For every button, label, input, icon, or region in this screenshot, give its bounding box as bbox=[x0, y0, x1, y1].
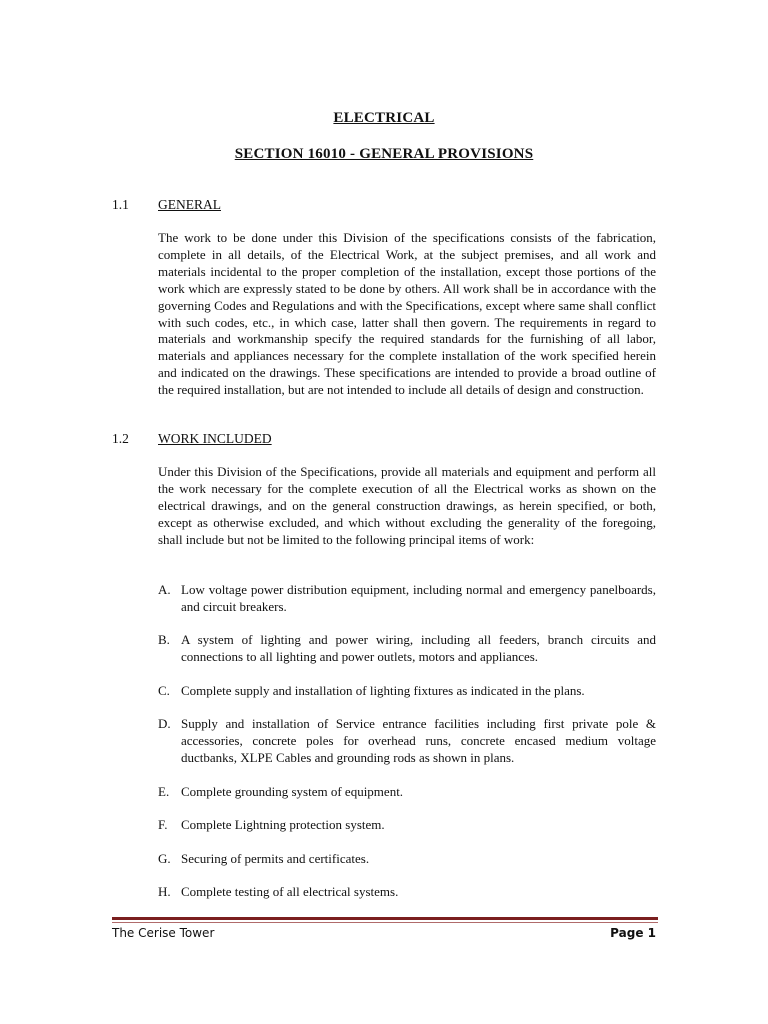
list-item-letter: D. bbox=[158, 716, 171, 731]
list-item-letter: F. bbox=[158, 817, 168, 832]
list-item bbox=[158, 784, 656, 801]
section-number: 1.1 bbox=[112, 197, 129, 212]
list-item-text: Complete Lightning protection system. bbox=[181, 817, 385, 832]
list-item bbox=[158, 683, 656, 700]
section-heading: GENERAL bbox=[158, 197, 221, 212]
list-item-text: Complete supply and installation of lighting fixtures as indicated in the plans. bbox=[181, 683, 585, 698]
footer-rule bbox=[112, 917, 658, 920]
footer-rule-thin bbox=[112, 922, 658, 923]
list-item bbox=[158, 716, 656, 767]
list-item-text: Complete testing of all electrical systems. bbox=[181, 884, 399, 899]
document-title: ELECTRICAL bbox=[333, 110, 435, 126]
list-item bbox=[158, 817, 656, 834]
section-heading: WORK INCLUDED bbox=[158, 431, 272, 446]
list-item-letter: A. bbox=[158, 582, 171, 597]
list-item-text: Securing of permits and certificates. bbox=[181, 851, 370, 866]
list-item-letter: B. bbox=[158, 632, 170, 647]
list-item bbox=[158, 632, 656, 666]
section-paragraph: Under this Division of the Specifications, provide all materials and equipment and perform all the work necessary for the complete execution of all the Electrical works as shown on the electrical drawings, and on the general construction drawings, as herein specified, or both, except as otherwise excluded, and which without excluding the generality of the foregoing, shall include but not be limited to the following principal items of work: bbox=[158, 464, 656, 547]
section-paragraph: The work to be done under this Division of the specifications consists of the fabrication, complete in all details, of the Electrical Work, at the subject premises, and all work and materials incidental to the proper completion of the installation, except those portions of the work which are expressly stated to be done by others. All work shall be in accordance with the governing Codes and Regulations and with the Specifications, except where same shall conflict with such codes, etc., in which case, latter shall then govern. The requirements in regard to materials and workmanship specify the required standards for the furnishing of all labor, materials and appliances necessary for the complete installation of the work specified herein and indicated on the drawings. These specifications are intended to provide a broad outline of the required installation, but are not intended to include all details of design and construction. bbox=[158, 230, 656, 398]
list-item bbox=[158, 582, 656, 616]
list-item-letter: H. bbox=[158, 884, 171, 899]
list-item bbox=[158, 851, 656, 868]
list-item-letter: E. bbox=[158, 784, 170, 799]
section-title: SECTION 16010 - GENERAL PROVISIONS bbox=[234, 146, 534, 162]
list-item-letter: C. bbox=[158, 683, 170, 698]
list-item-text: Complete grounding system of equipment. bbox=[181, 784, 404, 799]
list-item bbox=[158, 884, 656, 901]
section-number: 1.2 bbox=[112, 431, 129, 446]
page-number: Page 1 bbox=[610, 926, 656, 940]
footer-document-name: The Cerise Tower bbox=[112, 926, 215, 940]
list-item-letter: G. bbox=[158, 851, 171, 866]
list-item-text: Supply and installation of Service entrance facilities including first private pole & accessories, concrete poles for overhead runs, concrete encased medium voltage ductbanks, XLPE Cables and grounding rods as shown in plans. bbox=[181, 716, 656, 765]
list-item-text: Low voltage power distribution equipment, including normal and emergency panelboards, and circuit breakers. bbox=[181, 582, 656, 614]
list-item-text: A system of lighting and power wiring, including all feeders, branch circuits and connections to all lighting and power outlets, motors and appliances. bbox=[181, 632, 656, 664]
